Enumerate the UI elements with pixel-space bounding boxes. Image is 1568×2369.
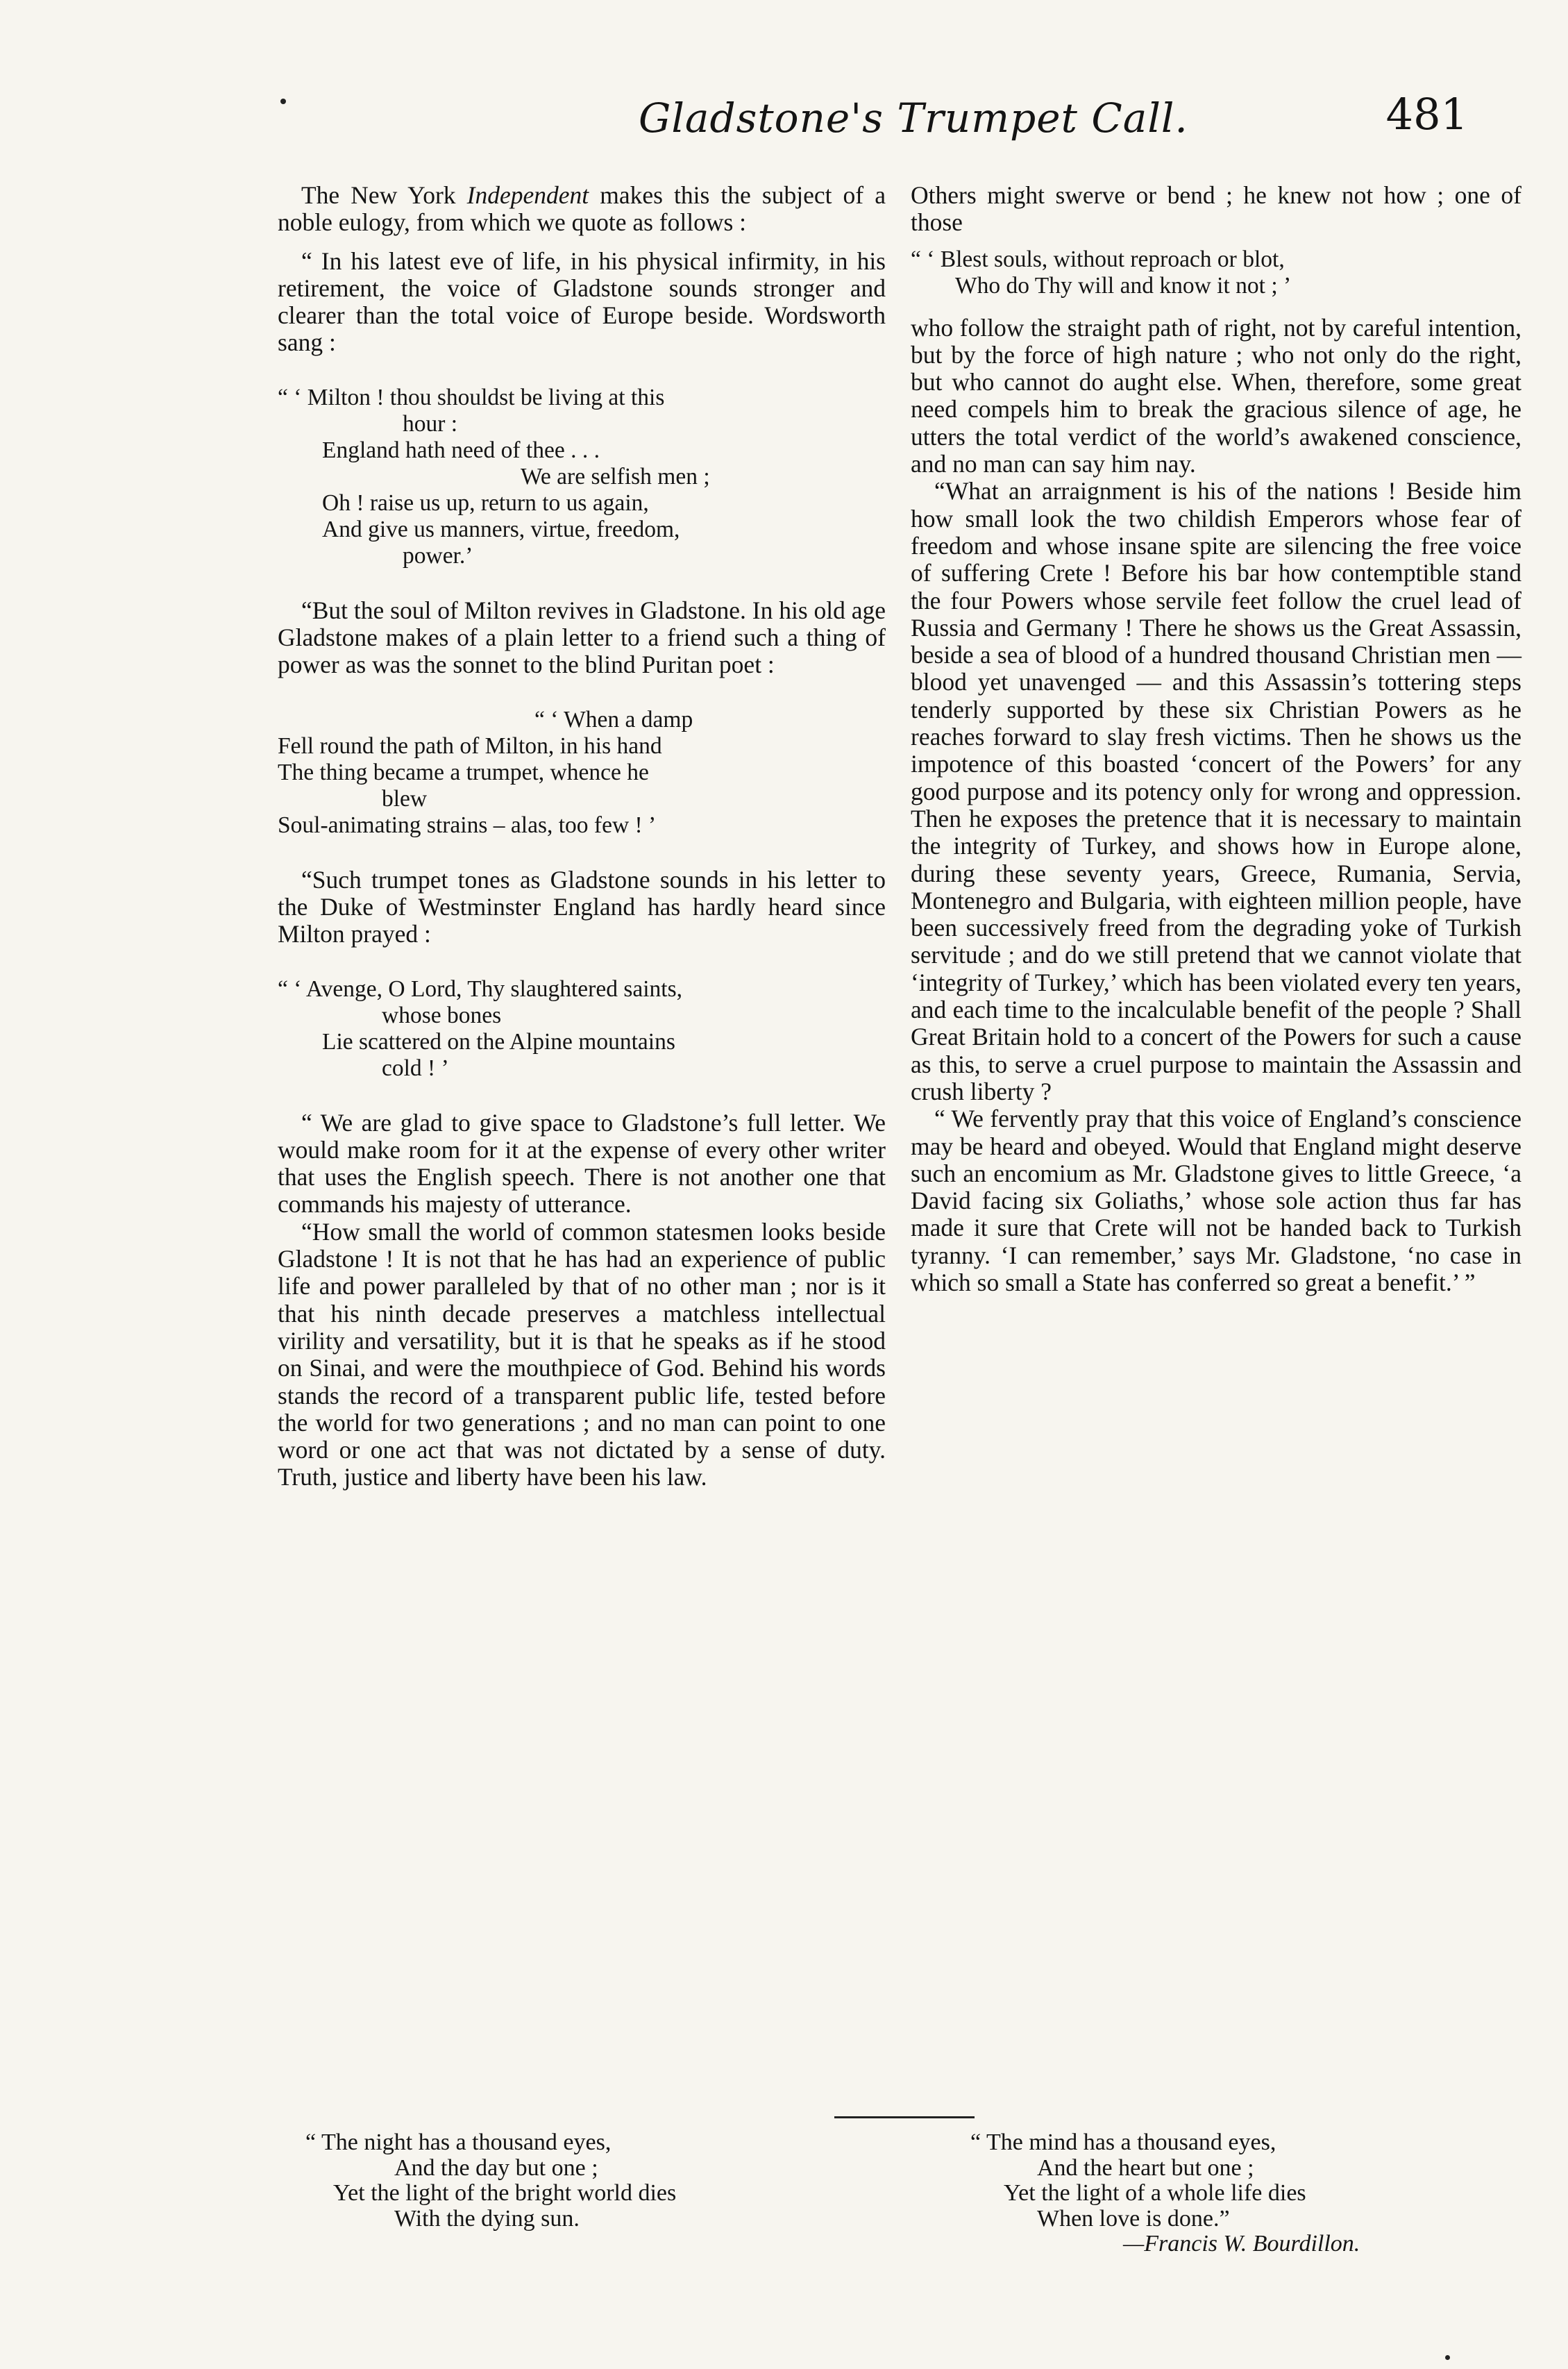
paragraph-arraignment: “What an arraignment is his of the nations ! Beside him how small look the two childish Emperors whose fear of freedom and whose insane spite are silencing the free voice of suffering Crete ! Before his bar how contemptible stand the four Powers whose servile feet follow the cruel lead of Russia and Germany ! There he shows us the Great Assassin, beside a sea of blood of a hundred thousand Christian men — blood yet unavenged — and this Assassin’s tottering steps tenderly supported by these six Christian Powers as he reaches forward to slay fresh victims. Then he shows us the impotence of this boasted ‘concert of the Powers’ for any good purpose and its potency only for wrong and oppression. Then he exposes the pretence that it is necessary to maintain the integrity of Turkey, and shows how in Europe alone, during these seventy years, Greece, Rumania, Servia, Montenegro and Bulgaria, with eighteen million people, have been successively freed from the degrading yoke of Turkish servitude ; and do we still pretend that we cannot violate that ‘integrity of Turkey,’ which has been violated every ten years, and each time to the incalculable benefit of the people ? Shall Great Britain hold to a concert of the Powers for such a cause as this, to serve a cruel purpose to maintain the Assassin and crush liberty ? bbox=[911, 477, 1521, 1105]
intro-text-2: makes this the subject of a noble eulogy, from which we quote as follows : bbox=[278, 181, 886, 237]
verse-line: “ ‘ When a damp bbox=[534, 706, 693, 733]
verse-line: Who do Thy will and know it not ; ’ bbox=[955, 272, 1292, 299]
footer-poem-left bbox=[305, 2130, 833, 2232]
verse-line: cold ! ’ bbox=[382, 1055, 449, 1081]
quote-wordsworth bbox=[278, 385, 886, 569]
poem-line: And the heart but one ; bbox=[1037, 2154, 1254, 2181]
paragraph-others-swerve: Others might swerve or bend ; he knew not how ; one of those bbox=[911, 181, 1521, 237]
verse-line: blew bbox=[382, 785, 428, 812]
paragraph-fervent-prayer: “ We fervently pray that this voice of England’s conscience may be heard and obeyed. Would that England might deserve such an encomium as Mr. Gladstone gives to little Greece, ‘a David facing six Goliaths,’ whose sole action thus far has made it sure that Crete will not be handed back to Turkish tyranny. ‘I can remember,’ says Mr. Gladstone, ‘no case in which so small a State has conferred so great a benefit.’ ” bbox=[911, 1105, 1521, 1296]
poem-line: “ The mind has a thousand eyes, bbox=[970, 2129, 1276, 2155]
verse-line: Oh ! raise us up, return to us again, bbox=[322, 489, 649, 516]
print-speck bbox=[1445, 2355, 1450, 2360]
verse-line: We are selfish men ; bbox=[521, 463, 710, 489]
paragraph-full-letter: “ We are glad to give space to Gladstone’s full letter. We would make room for it at the expense of every other writer that uses the English speech. There is not another one that commands his majesty of utterance. bbox=[278, 1108, 886, 1219]
poem-line: With the dying sun. bbox=[394, 2205, 580, 2232]
divider-rule bbox=[834, 2116, 975, 2118]
quote-avenge bbox=[278, 976, 886, 1082]
paragraph-statesmen: “How small the world of common statesmen looks beside Gladstone ! It is not that he has had an experience of public life and power paralleled by that of no other man ; nor is it that his ninth decade preserves a matchless intellectual virility and versatility, but it is that he speaks as if he stood on Sinai, and were the mouthpiece of God. Behind his words stands the record of a transparent public life, tested before the world for two generations ; and no man can point to one word or one act that was not dictated by a sense of duty. Truth, justice and liberty have been his law. bbox=[278, 1217, 886, 1491]
verse-line: whose bones bbox=[382, 1002, 502, 1028]
left-column bbox=[278, 182, 886, 1491]
newspaper-name: Independent bbox=[466, 181, 589, 209]
poem-line: Yet the light of the bright world dies bbox=[333, 2180, 677, 2206]
paragraph-trumpet-tones: “Such trumpet tones as Gladstone sounds in his letter to the Duke of Westminster England has hardly heard since Milton prayed : bbox=[278, 865, 886, 948]
poem-attribution: —Francis W. Bourdillon. bbox=[1123, 2231, 1360, 2257]
poem-line: “ The night has a thousand eyes, bbox=[305, 2129, 612, 2155]
intro-text-1: The New York bbox=[301, 181, 467, 209]
paragraph-milton-revives: “But the soul of Milton revives in Gladstone. In his old age Gladstone makes of a plain letter to a friend such a thing of power as was the sonnet to the blind Puritan poet : bbox=[278, 596, 886, 679]
verse-line: Fell round the path of Milton, in his hand bbox=[278, 733, 662, 759]
poem-line: Yet the light of a whole life dies bbox=[1004, 2180, 1306, 2206]
verse-line: Lie scattered on the Alpine mountains bbox=[322, 1028, 675, 1055]
quote-blest-souls bbox=[911, 246, 1521, 299]
verse-line: “ ‘ Blest souls, without reproach or blot, bbox=[911, 246, 1285, 272]
verse-line: And give us manners, virtue, freedom, bbox=[322, 516, 680, 542]
quote-sonnet bbox=[278, 707, 886, 839]
paragraph-eulogy-start: “ In his latest eve of life, in his physical infirmity, in his retirement, the voice of Gladstone sounds stronger and clearer than the total voice of Europe beside. Wordsworth sang : bbox=[278, 246, 886, 357]
verse-line: power.’ bbox=[403, 542, 473, 569]
paragraph-straight-path: who follow the straight path of right, not by careful intention, but by the force of high nature ; who not only do the right, but who cannot do aught else. When, therefore, some great need compels him to break the gracious silence of age, he utters the total verdict of the world’s awakened conscience, and no man can say him nay. bbox=[911, 313, 1521, 478]
footer-poem-right bbox=[970, 2130, 1498, 2257]
verse-line: “ ‘ Avenge, O Lord, Thy slaughtered saints, bbox=[278, 976, 683, 1002]
poem-line: When love is done.” bbox=[1037, 2205, 1230, 2232]
page-number: 481 bbox=[1385, 89, 1468, 140]
verse-line: “ ‘ Milton ! thou shouldst be living at this bbox=[278, 384, 665, 410]
running-title: Gladstone's Trumpet Call. bbox=[639, 94, 1188, 142]
verse-line: England hath need of thee . . . bbox=[322, 437, 600, 463]
poem-line: And the day but one ; bbox=[394, 2154, 598, 2181]
verse-line: The thing became a trumpet, whence he bbox=[278, 759, 649, 785]
right-column bbox=[911, 182, 1521, 1296]
verse-line: hour : bbox=[403, 410, 458, 437]
page-header bbox=[278, 82, 1468, 165]
verse-line: Soul-animating strains – alas, too few ! ’ bbox=[278, 812, 657, 838]
paragraph-intro bbox=[278, 182, 886, 237]
